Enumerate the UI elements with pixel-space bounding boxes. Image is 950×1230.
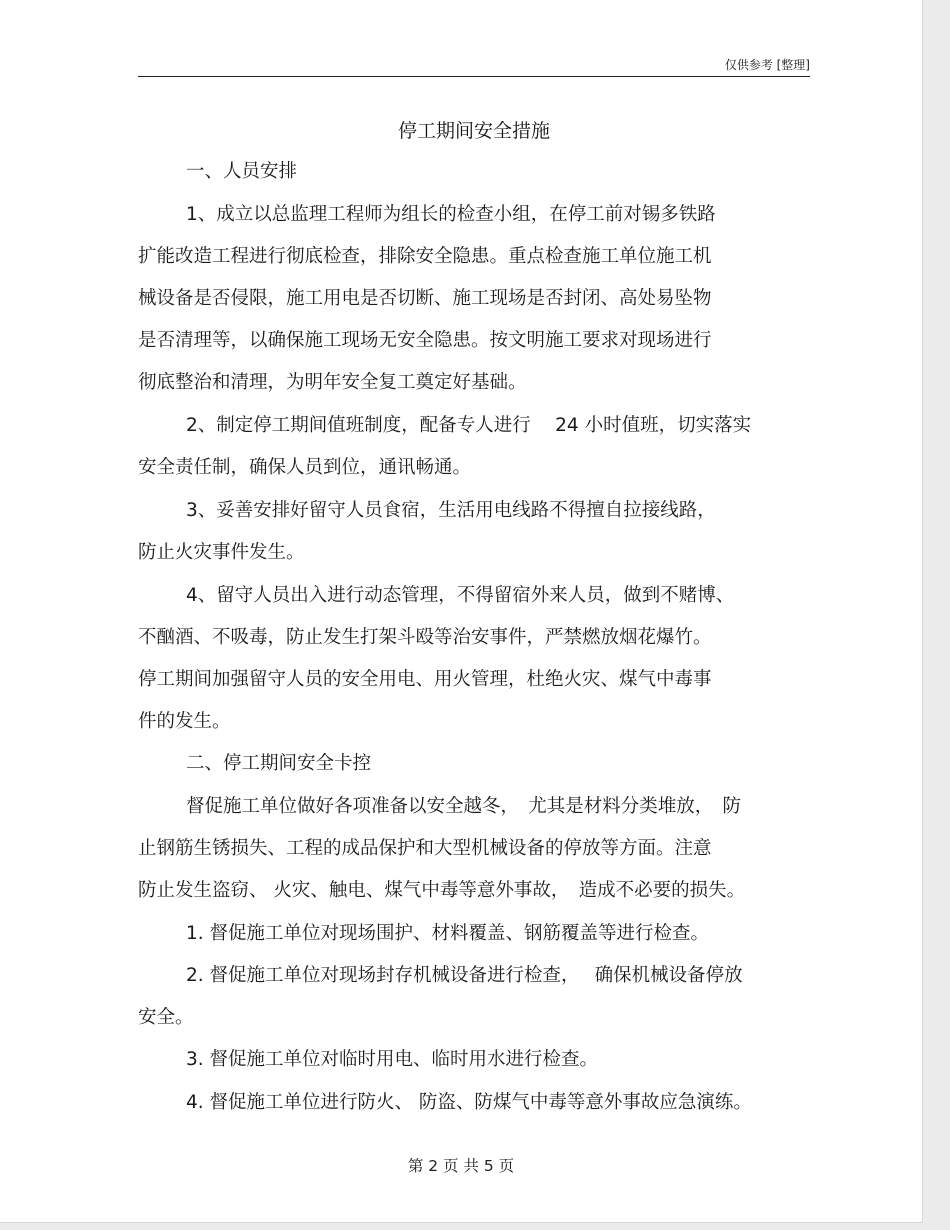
paragraph-line: 停工期间加强留守人员的安全用电、用火管理，杜绝火灾、煤气中毒事: [138, 669, 712, 690]
paragraph-line: 不酗酒、不吸毒，防止发生打架斗殴等治安事件，严禁燃放烟花爆竹。: [138, 627, 712, 648]
paragraph-line: 止钢筋生锈损失、工程的成品保护和大型机械设备的停放等方面。注意: [138, 838, 712, 859]
document-title: 停工期间安全措施: [397, 120, 550, 142]
paragraph-line: 是否清理等，以确保施工现场无安全隐患。按文明施工要求对现场进行: [138, 330, 712, 351]
list-item: 1. 督促施工单位对现场围护、材料覆盖、钢筋覆盖等进行检查。: [186, 923, 710, 944]
page-number-footer: 第 2 页 共 5 页: [407, 1157, 515, 1175]
paragraph-line: 械设备是否侵限，施工用电是否切断、施工现场是否封闭、高处易坠物: [138, 288, 712, 309]
list-item: 4. 督促施工单位进行防火、 防盗、防煤气中毒等意外事故应急演练。: [186, 1092, 752, 1113]
paragraph-line: 安全。: [138, 1007, 194, 1028]
list-item: 3. 督促施工单位对临时用电、临时用水进行检查。: [186, 1049, 599, 1070]
paragraph-line: 1、成立以总监理工程师为组长的检查小组，在停工前对锡多铁路: [186, 204, 716, 225]
paragraph-line: 防止发生盗窃、 火灾、触电、煤气中毒等意外事故， 造成不必要的损失。: [138, 880, 746, 901]
paragraph-line: 扩能改造工程进行彻底检查，排除安全隐患。重点检查施工单位施工机: [138, 246, 712, 267]
paragraph-line: 2、制定停工期间值班制度，配备专人进行 24 小时值班，切实落实: [186, 415, 752, 436]
section-heading-2: 二、停工期间安全卡控: [186, 753, 372, 774]
paragraph-line: 防止火灾事件发生。: [138, 542, 305, 563]
section-heading-1: 一、人员安排: [186, 161, 298, 182]
paragraph-line: 彻底整治和清理，为明年安全复工奠定好基础。: [138, 372, 527, 393]
list-item: 2. 督促施工单位对现场封存机械设备进行检查， 确保机械设备停放: [186, 965, 743, 986]
paragraph-line: 安全责任制，确保人员到位，通讯畅通。: [138, 457, 472, 478]
paragraph-line: 4、留守人员出入进行动态管理，不得留宿外来人员，做到不赌博、: [186, 585, 735, 606]
paragraph-line: 督促施工单位做好各项准备以安全越冬， 尤其是材料分类堆放， 防: [186, 796, 742, 817]
paragraph-line: 3、妥善安排好留守人员食宿，生活用电线路不得擅自拉接线路，: [186, 500, 716, 521]
header-rule: [138, 76, 810, 77]
paragraph-line: 件的发生。: [138, 711, 231, 732]
header-note: 仅供参考 [整理]: [724, 58, 810, 72]
